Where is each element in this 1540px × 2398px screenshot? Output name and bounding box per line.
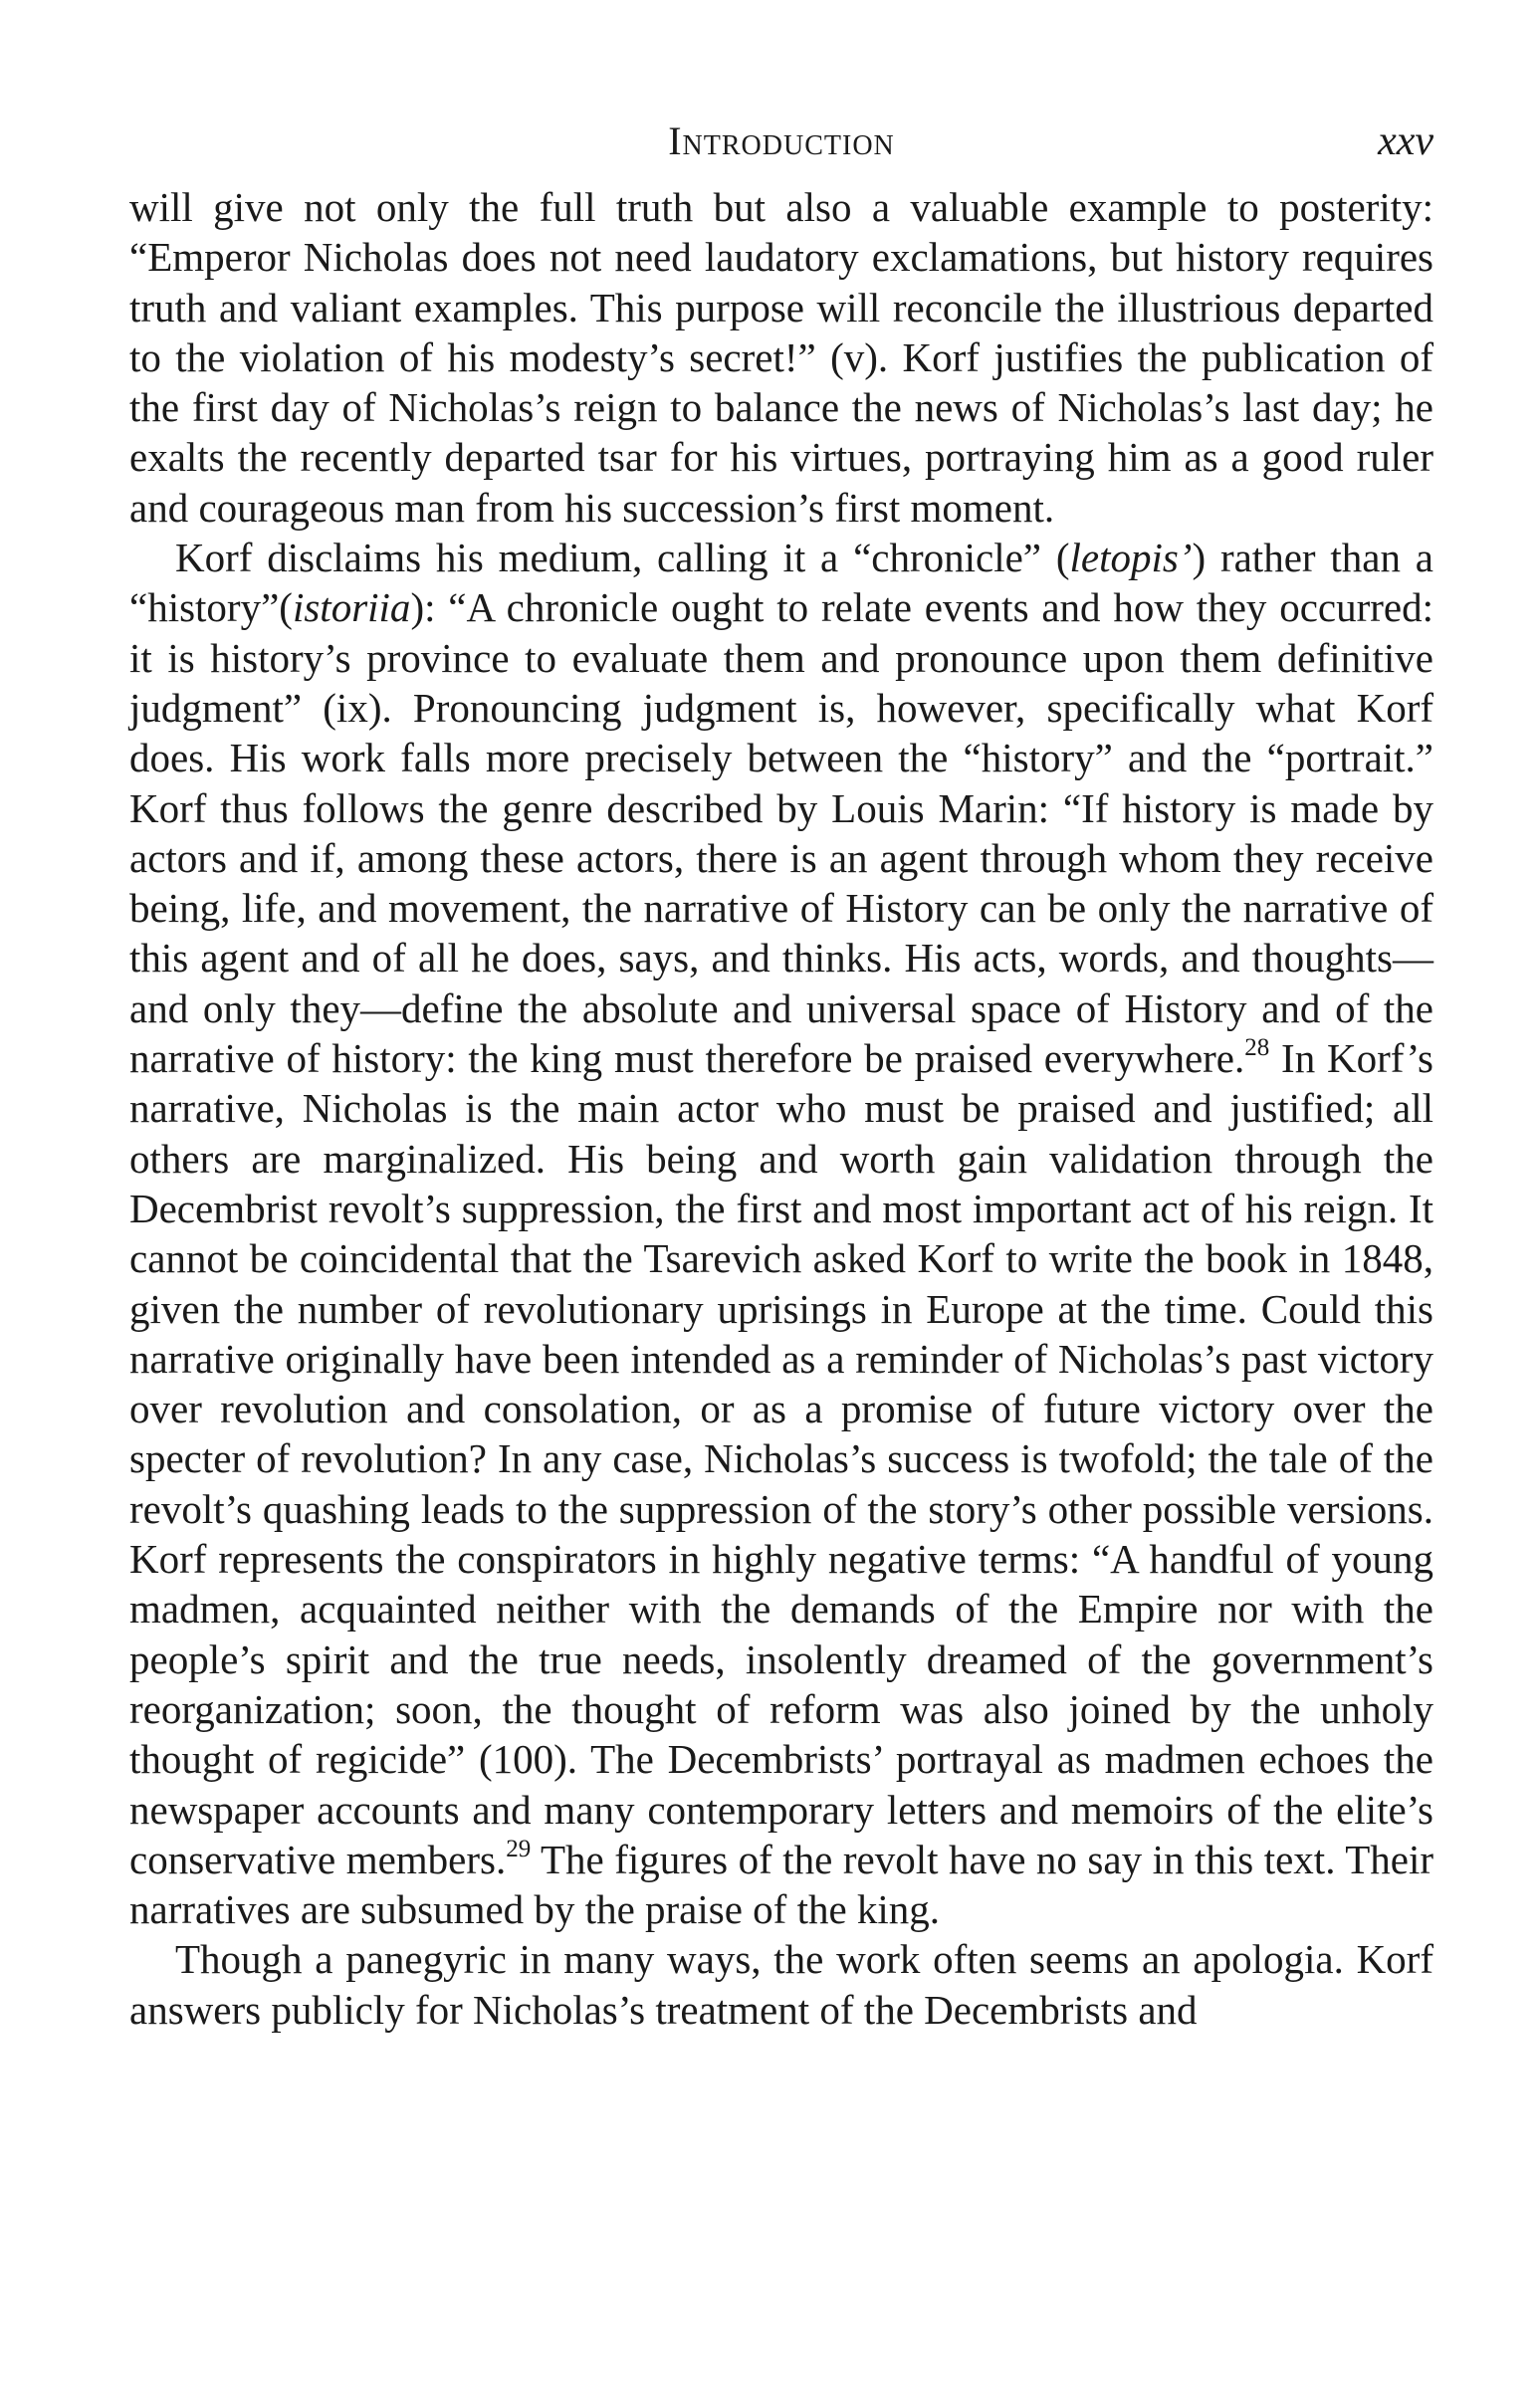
footnote-ref-28: 28 — [1244, 1034, 1270, 1062]
running-head: Introduction — [668, 118, 895, 163]
paragraph-3 — [129, 1934, 1433, 2035]
page-header — [129, 117, 1433, 177]
text-run: ): “A chronicle ought to relate events and how they occurred: it is history’s province to evaluate them and pronounce upon them definitive judgment” (ix). Pronouncing judgment is, however, specifically what Korf does. His work falls more precisely between the “history” and the “portrait.” Korf thus follows the genre described by Louis Marin: “If history is made by actors and if, among these actors, there is an agent through whom they receive being, life, and movement, the narrative of History can be only the narrative of this agent and of all he does, says, and thinks. His acts, words, and thoughts—and only they—define the absolute and universal space of History and of the narrative of history: the king must therefore be praised everywhere. — [129, 584, 1433, 1082]
text-run: Though a panegyric in many ways, the work often seems an apologia. Korf answers publicly for Nicholas’s treatment of the Decembrists and — [129, 1936, 1433, 2033]
footnote-ref-29: 29 — [506, 1835, 532, 1862]
text-run: ) rather than a “history”( — [129, 535, 1433, 631]
italic-term-letopis: letopis’ — [1069, 535, 1193, 581]
text-run: Korf disclaims his medium, calling it a “chronicle” ( — [175, 535, 1070, 581]
text-run: In Korf’s narrative, Nicholas is the main actor who must be praised and justified; all others are marginalized. His being and worth gain validation through the Decembrist revolt’s suppression, the first and most important act of his reign. It cannot be coincidental that the Tsarevich asked Korf to write the book in 1848, given the number of revolutionary uprisings in Europe at the time. Could this narrative originally have been intended as a reminder of Nicholas’s past victory over revolution and consolation, or as a promise of future victory over the specter of revolution? In any case, Nicholas’s success is twofold; the tale of the revolt’s quashing leads to the suppression of the story’s other possible versions. Korf represents the conspirators in highly negative terms: “A handful of young madmen, acquainted neither with the demands of the Empire nor with the people’s spirit and the true needs, insolently dreamed of the government’s reorganization; soon, the thought of reform was also joined by the unholy thought of regicide” (100). The Decembrists’ portrayal as madmen echoes the newspaper accounts and many contemporary letters and memoirs of the elite’s conservative members. — [129, 1035, 1433, 1882]
page-number: xxv — [1378, 118, 1433, 164]
text-run: will give not only the full truth but also a valuable example to posterity: “Emperor Nicholas does not need laudatory exclamations, but history requires truth and valiant examples. This purpose will reconcile the illustrious departed to the violation of his modesty’s secret!” (v). Korf justifies the publication of the first day of Nicholas’s reign to balance the news of Nicholas’s last day; he exalts the recently departed tsar for his virtues, portraying him as a good ruler and courageous man from his succession’s first moment. — [129, 184, 1433, 531]
body-text — [129, 182, 1433, 2035]
paragraph-1 — [129, 182, 1433, 533]
text-run: The figures of the revolt have no say in this text. Their narratives are subsumed by the praise of the king. — [129, 1836, 1434, 1933]
italic-term-istoriia: istoriia — [292, 584, 411, 631]
paragraph-2 — [129, 533, 1433, 1934]
